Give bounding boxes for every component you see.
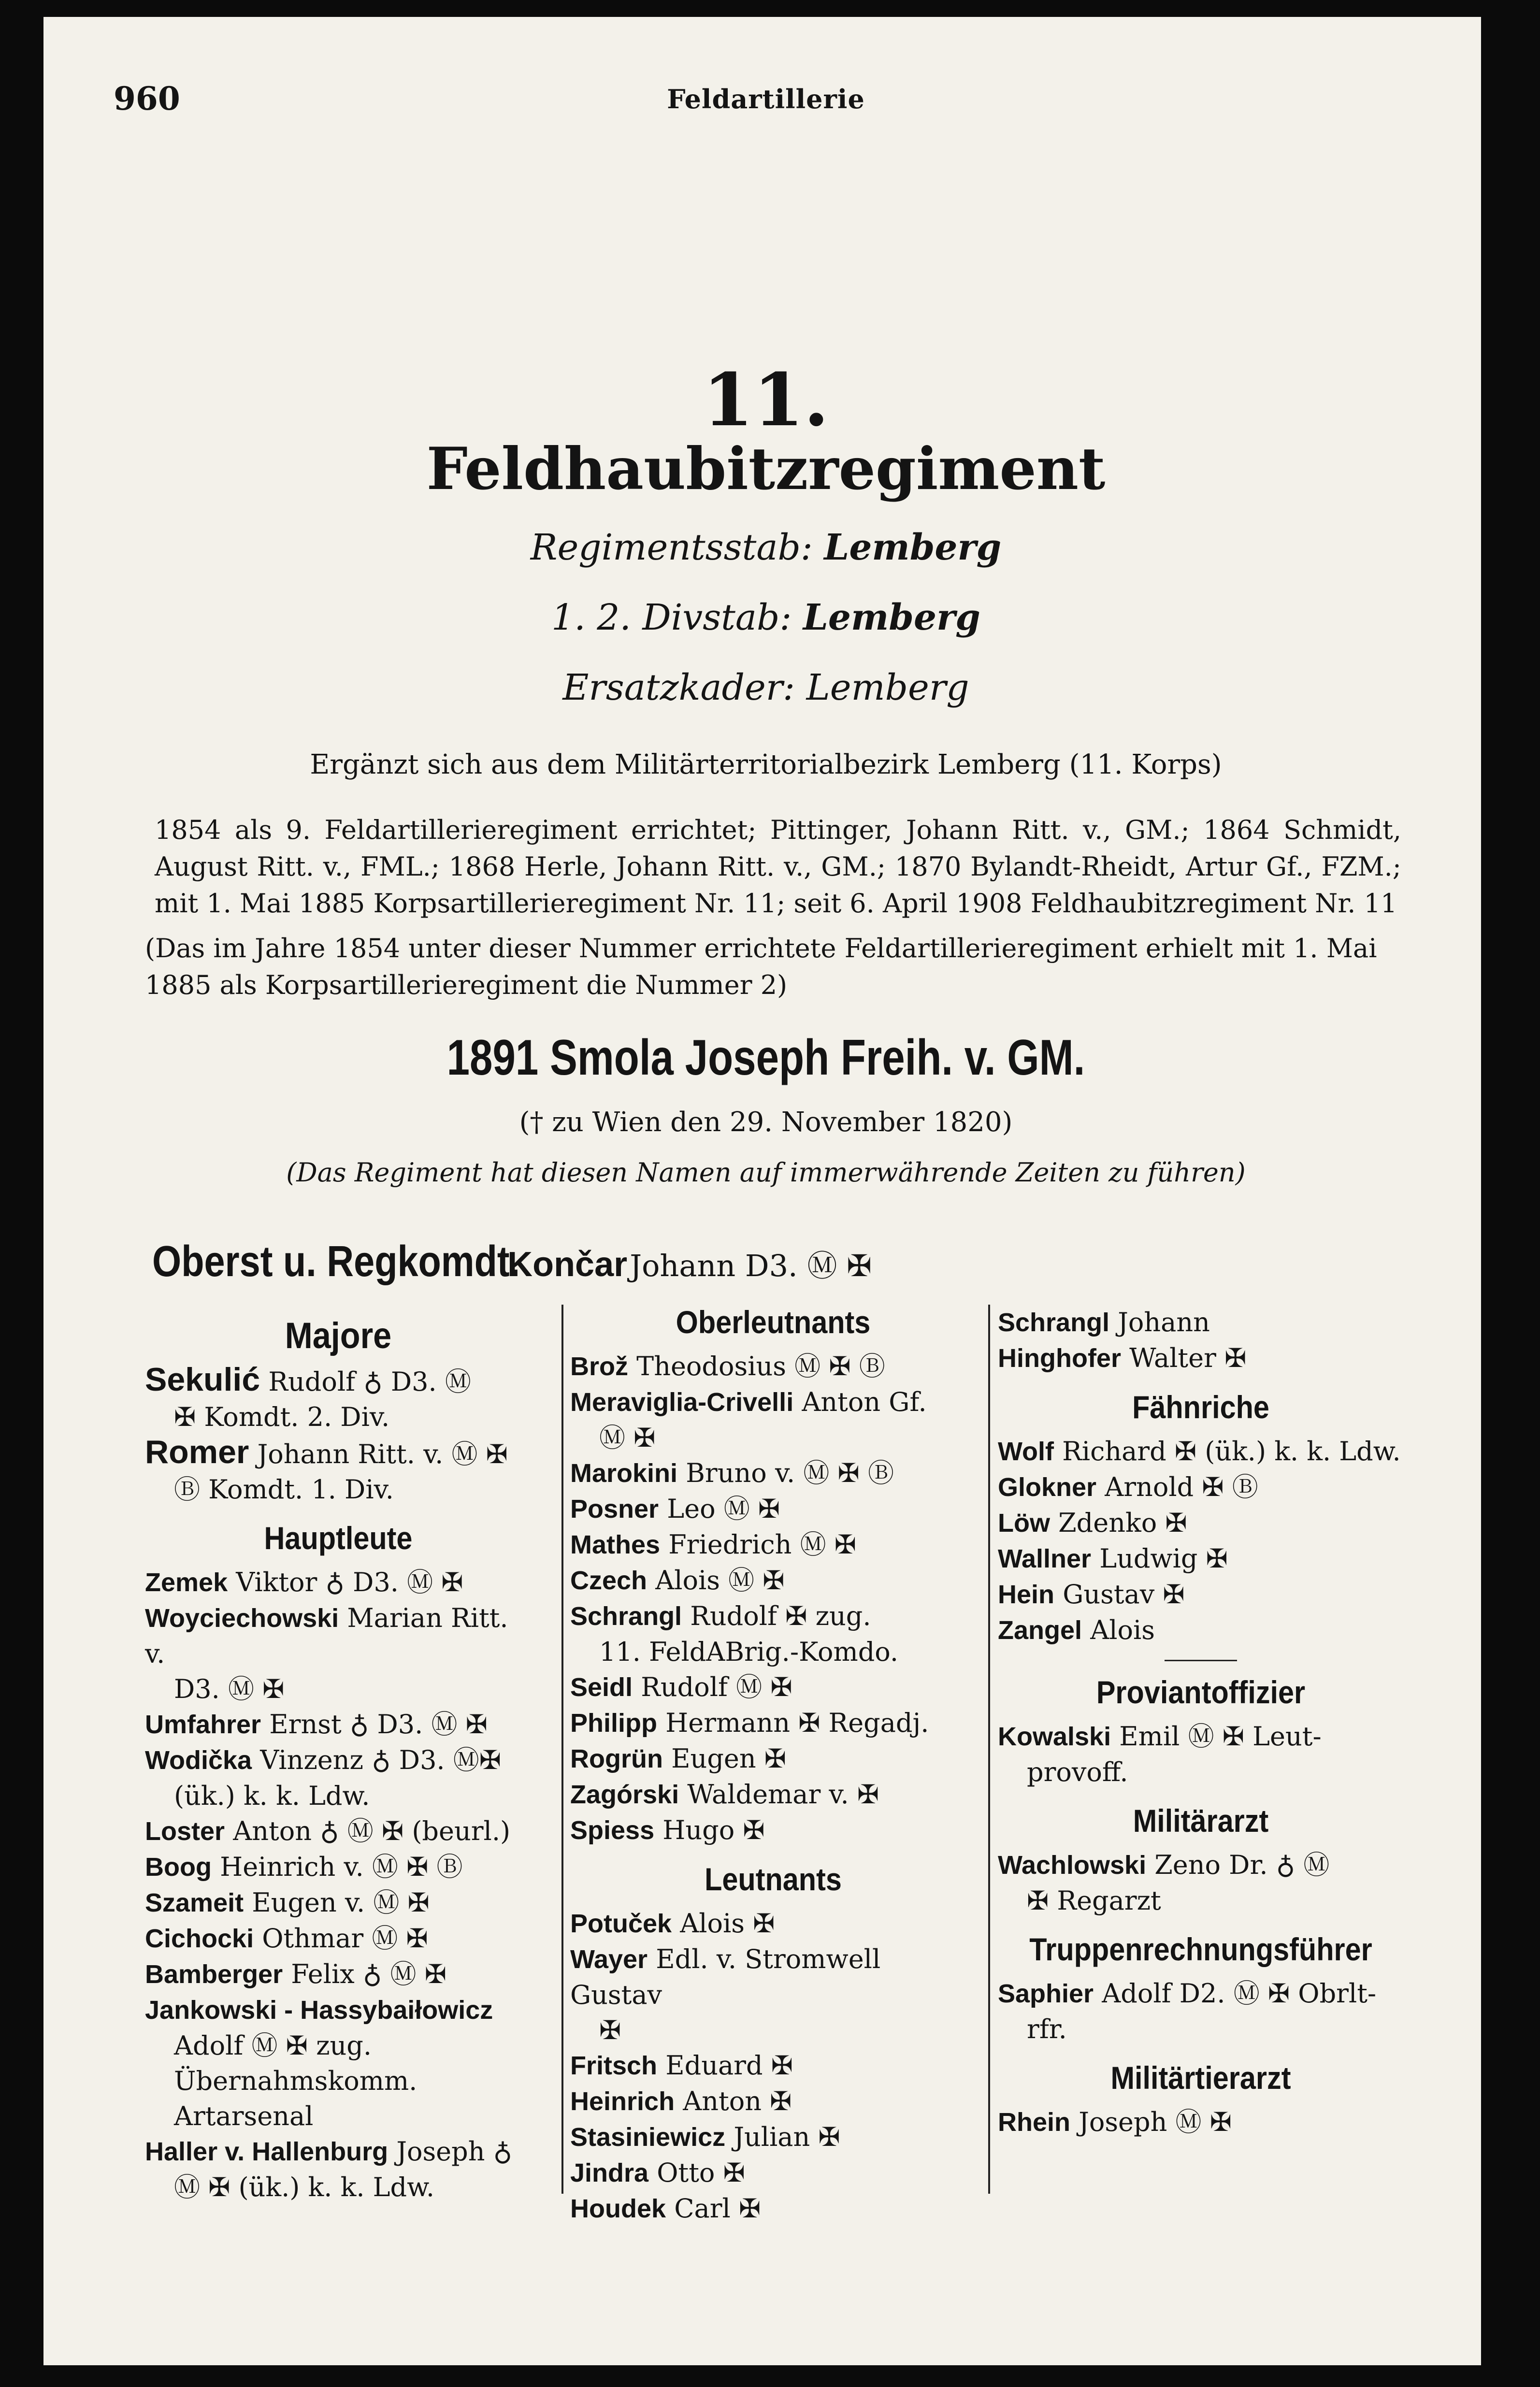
- regiment-history: 1854 als 9. Feldartillerieregiment errichtet; Pittinger, Johann Ritt. v., GM.; 1864 Schmidt, August Ritt. v., FML.; 1868 Herle, Johann Ritt. v., GM.; 1870 Bylandt-Rheidt, Artur Gf., FZM.; mit 1. Mai 1885 Korpsartillerieregiment Nr. 11; seit 6. April 1908 Feldhaubitzregiment Nr. 11: [155, 815, 1401, 919]
- person-name: Szameit: [145, 1888, 244, 1917]
- person-details: Rudolf ♁ D3. Ⓜ: [268, 1366, 471, 1397]
- person-name: Wolf: [998, 1437, 1054, 1466]
- list-item: [145, 1435, 532, 1507]
- recruitment-district: Ergänzt sich aus dem Militärterritorialbezirk Lemberg (11. Korps): [310, 749, 1222, 780]
- list-item: [570, 1491, 976, 1527]
- list-item: [145, 1600, 532, 1707]
- person-name: Wayer: [570, 1945, 648, 1974]
- section-heading-militaerarzt: Militärarzt: [1133, 1803, 1269, 1839]
- list-item: [570, 2191, 976, 2227]
- section-heading-faehnriche: Fähnriche: [1132, 1389, 1269, 1425]
- list-item: [998, 2104, 1404, 2140]
- person-name: Jankowski - Hassybaiłowicz: [145, 1996, 493, 2025]
- person-details: Richard ✠ (ük.) k. k. Ldw.: [1062, 1436, 1401, 1467]
- section-heading-leutnants: Leutnants: [705, 1861, 842, 1897]
- person-name: Wallner: [998, 1544, 1092, 1573]
- person-name: Marokini: [570, 1459, 678, 1488]
- person-details: Eugen v. Ⓜ ✠: [252, 1887, 430, 1918]
- person-name: Zagórski: [570, 1780, 679, 1809]
- column-divider: [561, 1305, 563, 2194]
- list-item: [570, 2119, 976, 2155]
- list-item: [145, 1742, 532, 1813]
- list-item: [145, 1362, 532, 1435]
- section-heading-truppenrechnungsfuehrer: Truppenrechnungsführer: [1029, 1931, 1372, 1967]
- person-name: Mathes: [570, 1530, 661, 1559]
- person-details: Arnold ✠ Ⓑ: [1105, 1472, 1258, 1502]
- list-item: [570, 1527, 976, 1563]
- person-name: Hinghofer: [998, 1344, 1121, 1373]
- list-item: [570, 2155, 976, 2191]
- person-details: Julian ✠: [734, 2122, 840, 2152]
- list-item: [145, 1885, 532, 1921]
- person-details: Waldemar v. ✠: [687, 1779, 879, 1810]
- list-item: [570, 1349, 976, 1384]
- staff-place: Lemberg: [803, 597, 980, 638]
- person-details: Walter ✠: [1129, 1343, 1247, 1373]
- person-name: Potuček: [570, 1909, 672, 1938]
- person-details: Viktor ♁ D3. Ⓜ ✠: [236, 1567, 463, 1597]
- person-details: Johann Ritt. v. Ⓜ ✠: [257, 1439, 508, 1469]
- person-details: Gustav ✠: [1063, 1579, 1185, 1610]
- person-name: Kowalski: [998, 1722, 1111, 1751]
- person-details: Heinrich v. Ⓜ ✠ Ⓑ: [220, 1852, 463, 1882]
- list-item: [570, 2084, 976, 2119]
- person-details: Rudolf Ⓜ ✠: [641, 1672, 792, 1702]
- person-name: Wachlowski: [998, 1851, 1147, 1880]
- regiment-history-note: (Das im Jahre 1854 unter dieser Nummer errichtete Feldartillerieregiment erhielt mit 1. Mai 1885 als Korpsartillerieregiment die Nummer 2): [145, 933, 1377, 1000]
- person-details: Anton Gf.: [802, 1387, 927, 1417]
- person-details-cont: Ⓜ ✠ (ük.) k. k. Ldw.: [174, 2172, 435, 2202]
- person-details: Theodosius Ⓜ ✠ Ⓑ: [636, 1351, 885, 1381]
- list-item: [570, 1906, 976, 1941]
- section-heading-militaertierarzt: Militärtierarzt: [1110, 2060, 1291, 2096]
- person-name: Romer: [145, 1434, 249, 1470]
- person-details: Eduard ✠: [665, 2050, 793, 2081]
- person-name: Spiess: [570, 1816, 655, 1845]
- person-details: Edl. v. Stromwell Gustav: [570, 1944, 881, 2010]
- list-item: [570, 1741, 976, 1777]
- person-details: Emil Ⓜ ✠ Leut-: [1119, 1721, 1322, 1752]
- person-name: Schrangl: [998, 1308, 1110, 1337]
- person-details-cont: (ük.) k. k. Ldw.: [174, 1781, 370, 1811]
- person-details: Otto ✠: [657, 2157, 745, 2188]
- person-details: Ludwig ✠: [1099, 1543, 1228, 1574]
- person-details: Adolf D2. Ⓜ ✠ Obrlt-: [1102, 1978, 1377, 2009]
- list-item: [145, 1813, 532, 1849]
- colonel-title: Oberst u. Regkomdt.: [152, 1237, 520, 1286]
- person-name: Saphier: [998, 1979, 1094, 2008]
- person-details: Felix ♁ Ⓜ ✠: [291, 1959, 446, 1989]
- list-item: [998, 1577, 1404, 1612]
- person-name: Jindra: [570, 2158, 649, 2187]
- section-heading-oberleutnants: Oberleutnants: [676, 1304, 871, 1340]
- person-details: Zdenko ✠: [1058, 1508, 1187, 1538]
- staff-line-2: [114, 597, 1418, 638]
- person-name: Posner: [570, 1495, 659, 1524]
- list-item: [570, 1777, 976, 1812]
- section-heading-hauptleute: Hauptleute: [264, 1520, 413, 1556]
- list-item: [570, 1669, 976, 1705]
- list-item: [570, 1455, 976, 1491]
- person-details: Hugo ✠: [662, 1815, 765, 1845]
- list-item: [998, 1541, 1404, 1577]
- staff-place: Lemberg: [806, 667, 969, 708]
- list-item: [145, 1707, 532, 1742]
- person-details: Ernst ♁ D3. Ⓜ ✠: [269, 1709, 488, 1740]
- list-item: [998, 1719, 1404, 1790]
- person-details: Marian Ritt. v.: [145, 1603, 508, 1669]
- person-name: Hein: [998, 1580, 1055, 1609]
- person-name: Glokner: [998, 1473, 1097, 1502]
- column-1: [145, 1305, 532, 2205]
- person-name: Wodička: [145, 1746, 252, 1775]
- column-2: [570, 1305, 976, 2227]
- person-name: Seidl: [570, 1673, 633, 1702]
- person-name: Boog: [145, 1853, 212, 1882]
- person-name: Heinrich: [570, 2087, 675, 2116]
- person-name: Czech: [570, 1566, 648, 1595]
- staff-label: Regimentsstab:: [530, 527, 813, 568]
- list-item: [998, 1612, 1404, 1648]
- person-details: Bruno v. Ⓜ ✠ Ⓑ: [686, 1458, 894, 1488]
- list-item: [570, 1705, 976, 1741]
- person-name: Stasiniewicz: [570, 2123, 726, 2152]
- person-details: Alois: [1090, 1615, 1155, 1645]
- page-number: 960: [114, 80, 180, 117]
- person-details: Joseph ♁: [396, 2136, 513, 2167]
- list-item: [998, 1847, 1404, 1918]
- person-details: Friedrich Ⓜ ✠: [668, 1529, 856, 1560]
- person-name: Zangel: [998, 1616, 1082, 1645]
- list-item: [998, 1305, 1404, 1340]
- person-details: Anton ✠: [683, 2086, 792, 2116]
- person-name: Rogrün: [570, 1744, 663, 1773]
- person-details-cont: ✠ Regarzt: [1027, 1885, 1161, 1916]
- list-item: [998, 1505, 1404, 1541]
- person-details: Othmar Ⓜ ✠: [262, 1923, 428, 1954]
- regiment-owner: 1891 Smola Joseph Freih. v. GM.: [446, 1030, 1085, 1086]
- person-name: Brož: [570, 1352, 628, 1381]
- list-item: [145, 2134, 532, 2205]
- person-name: Bamberger: [145, 1960, 283, 1989]
- column-3: [998, 1305, 1404, 2140]
- section-divider: [1165, 1660, 1237, 1661]
- person-details: Hermann ✠ Regadj.: [665, 1708, 929, 1738]
- person-name: Umfahrer: [145, 1710, 261, 1739]
- person-details: Eugen ✠: [671, 1743, 787, 1774]
- person-name: Philipp: [570, 1709, 657, 1738]
- person-details-cont: ✠: [599, 2015, 621, 2045]
- person-details: Leo Ⓜ ✠: [667, 1494, 780, 1524]
- staff-place: Lemberg: [824, 527, 1002, 568]
- person-name: Schrangl: [570, 1602, 682, 1631]
- colonel-name: Končar: [507, 1245, 628, 1284]
- person-name: Zemek: [145, 1568, 228, 1597]
- list-item: [570, 1812, 976, 1848]
- person-name: Sekulić: [145, 1361, 260, 1398]
- person-details-cont: Adolf Ⓜ ✠ zug. Übernahmskomm. Artarsenal: [174, 2030, 417, 2131]
- list-item: [570, 1563, 976, 1598]
- list-item: [998, 1469, 1404, 1505]
- person-details-cont: rfr.: [1027, 2014, 1067, 2044]
- person-name: Fritsch: [570, 2051, 658, 2080]
- list-item: [145, 1565, 532, 1600]
- staff-label: Ersatzkader:: [562, 667, 795, 708]
- list-item: [145, 1921, 532, 1956]
- person-details: Joseph Ⓜ ✠: [1079, 2107, 1232, 2137]
- person-details: Zeno Dr. ♁ Ⓜ: [1154, 1850, 1330, 1880]
- list-item: [570, 2048, 976, 2084]
- list-item: [145, 1849, 532, 1885]
- list-item: [570, 1384, 976, 1455]
- running-header: [114, 80, 1418, 118]
- person-name: Löw: [998, 1509, 1050, 1538]
- staff-label: 1. 2. Divstab:: [551, 597, 792, 638]
- person-details-cont: ✠ Komdt. 2. Div.: [174, 1402, 390, 1432]
- colonel-line: [152, 1237, 872, 1287]
- person-details-cont: Ⓑ Komdt. 1. Div.: [174, 1474, 394, 1505]
- person-name: Loster: [145, 1817, 225, 1846]
- owner-death-note: († zu Wien den 29. November 1820): [519, 1107, 1013, 1138]
- staff-line-1: [114, 527, 1418, 568]
- person-name: Houdek: [570, 2194, 666, 2223]
- person-name: Woyciechowski: [145, 1604, 339, 1633]
- person-name: Meraviglia-Crivelli: [570, 1388, 794, 1417]
- list-item: [145, 1956, 532, 1992]
- column-divider: [988, 1305, 990, 2194]
- owner-name-note: (Das Regiment hat diesen Namen auf immerwährende Zeiten zu führen): [286, 1157, 1246, 1188]
- list-item: [998, 1340, 1404, 1376]
- person-details: Vinzenz ♁ D3. Ⓜ✠: [260, 1745, 501, 1775]
- person-details-cont: provoff.: [1027, 1757, 1128, 1787]
- list-item: [145, 1992, 532, 2134]
- list-item: [570, 1941, 976, 2048]
- person-details: Rudolf ✠ zug.: [690, 1601, 871, 1631]
- person-details: Anton ♁ Ⓜ ✠ (beurl.): [233, 1816, 511, 1846]
- regiment-name: Feldhaubitzregiment: [426, 435, 1106, 503]
- person-details: Carl ✠: [674, 2193, 761, 2224]
- staff-line-3: [114, 667, 1418, 708]
- person-details-cont: D3. Ⓜ ✠: [174, 1674, 285, 1704]
- person-name: Rhein: [998, 2108, 1071, 2137]
- list-item: [998, 1976, 1404, 2047]
- colonel-details: Johann D3. Ⓜ ✠: [630, 1248, 872, 1283]
- regiment-number: 11.: [703, 358, 829, 443]
- person-details: Johann: [1118, 1307, 1210, 1337]
- person-name: Haller v. Hallenburg: [145, 2137, 389, 2166]
- person-details-cont: Ⓜ ✠: [599, 1423, 656, 1453]
- person-details: Alois Ⓜ ✠: [655, 1565, 785, 1596]
- person-details-cont: 11. FeldABrig.-Komdo.: [599, 1637, 898, 1667]
- section-heading-majore: Majore: [285, 1315, 392, 1356]
- person-details: Alois ✠: [680, 1908, 775, 1939]
- list-item: [570, 1598, 976, 1669]
- list-item: [998, 1434, 1404, 1469]
- section-heading-proviantoffizier: Proviantoffizier: [1096, 1674, 1306, 1710]
- running-title: Feldartillerie: [667, 84, 865, 115]
- person-name: Cichocki: [145, 1924, 254, 1953]
